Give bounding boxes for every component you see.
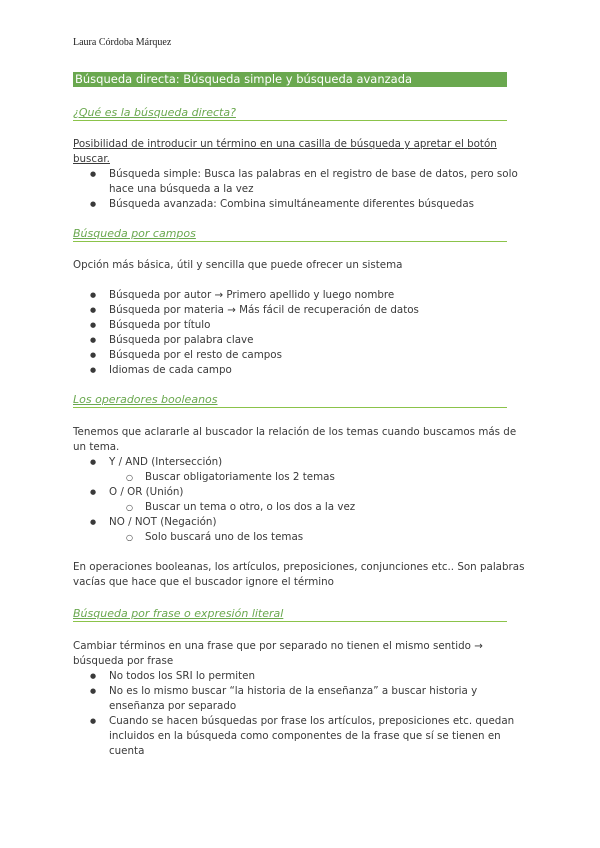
operator-label: Y / AND (Intersección) — [109, 456, 223, 468]
section-intro: Tenemos que aclararle al buscador la relación de los temas cuando buscamos más de un tema. — [73, 426, 517, 453]
section-intro: Cambiar términos en una frase que por separado no tienen el mismo sentido → búsqueda por frase — [73, 640, 483, 667]
list-item: ● Búsqueda simple: Busca las palabras en el registro de base de datos, pero solo hace una búsqueda a la vez — [73, 167, 523, 197]
section-outro: En operaciones booleanas, los artículos, preposiciones, conjunciones etc.. Son palabras vacías que hace que el buscador ignore el término — [73, 561, 525, 588]
list-item: ● No es lo mismo buscar “la historia de la enseñanza” a buscar historia y enseñanza por separado — [73, 684, 523, 714]
bullet-list — [73, 288, 523, 378]
list-item: ● Búsqueda por palabra clave — [73, 333, 523, 348]
section-heading-booleanos — [73, 393, 507, 408]
document-title: Búsqueda directa: Búsqueda simple y búsqueda avanzada — [73, 72, 507, 87]
list-item: ● Cuando se hacen búsquedas por frase los artículos, preposiciones etc. quedan incluidos en la búsqueda como componentes de la frase que sí se tienen en cuenta — [73, 714, 523, 759]
list-item — [73, 485, 523, 515]
section-heading-text: Búsqueda por campos — [73, 227, 196, 240]
list-item: ● Búsqueda por autor → Primero apellido y luego nombre — [73, 288, 523, 303]
sub-list-item: ○ Solo buscará uno de los temas — [109, 530, 523, 545]
sub-list-item: ○ Buscar obligatoriamente los 2 temas — [109, 470, 523, 485]
operator-label: O / OR (Unión) — [109, 486, 184, 498]
section-heading-campos — [73, 227, 507, 242]
list-item: ● Búsqueda por el resto de campos — [73, 348, 523, 363]
operator-label: NO / NOT (Negación) — [109, 516, 217, 528]
section-heading-text: Búsqueda por frase o expresión literal — [73, 607, 284, 620]
list-item: ● Idiomas de cada campo — [73, 363, 523, 378]
bullet-list — [73, 669, 523, 759]
boolean-operator-list — [73, 455, 523, 545]
list-item: ● Búsqueda avanzada: Combina simultáneamente diferentes búsquedas — [73, 197, 523, 212]
author-name: Laura Córdoba Márquez — [73, 37, 172, 48]
list-item — [73, 455, 523, 485]
list-item — [73, 515, 523, 545]
bullet-list — [73, 167, 523, 212]
section-intro — [73, 137, 528, 167]
list-item: ● Búsqueda por materia → Más fácil de recuperación de datos — [73, 303, 523, 318]
section-heading-frase — [73, 607, 507, 622]
list-item: ● Búsqueda por título — [73, 318, 523, 333]
section-heading-busqueda-directa — [73, 106, 507, 121]
section-heading-text: ¿Qué es la búsqueda directa? — [73, 106, 236, 119]
sub-list-item: ○ Buscar un tema o otro, o los dos a la vez — [109, 500, 523, 515]
section-heading-text: Los operadores booleanos — [73, 393, 218, 406]
list-item: ● No todos los SRI lo permiten — [73, 669, 523, 684]
section-intro: Opción más básica, útil y sencilla que puede ofrecer un sistema — [73, 259, 403, 271]
intro-text: Posibilidad de introducir un término en una casilla de búsqueda y apretar el botón buscar. — [73, 138, 497, 165]
